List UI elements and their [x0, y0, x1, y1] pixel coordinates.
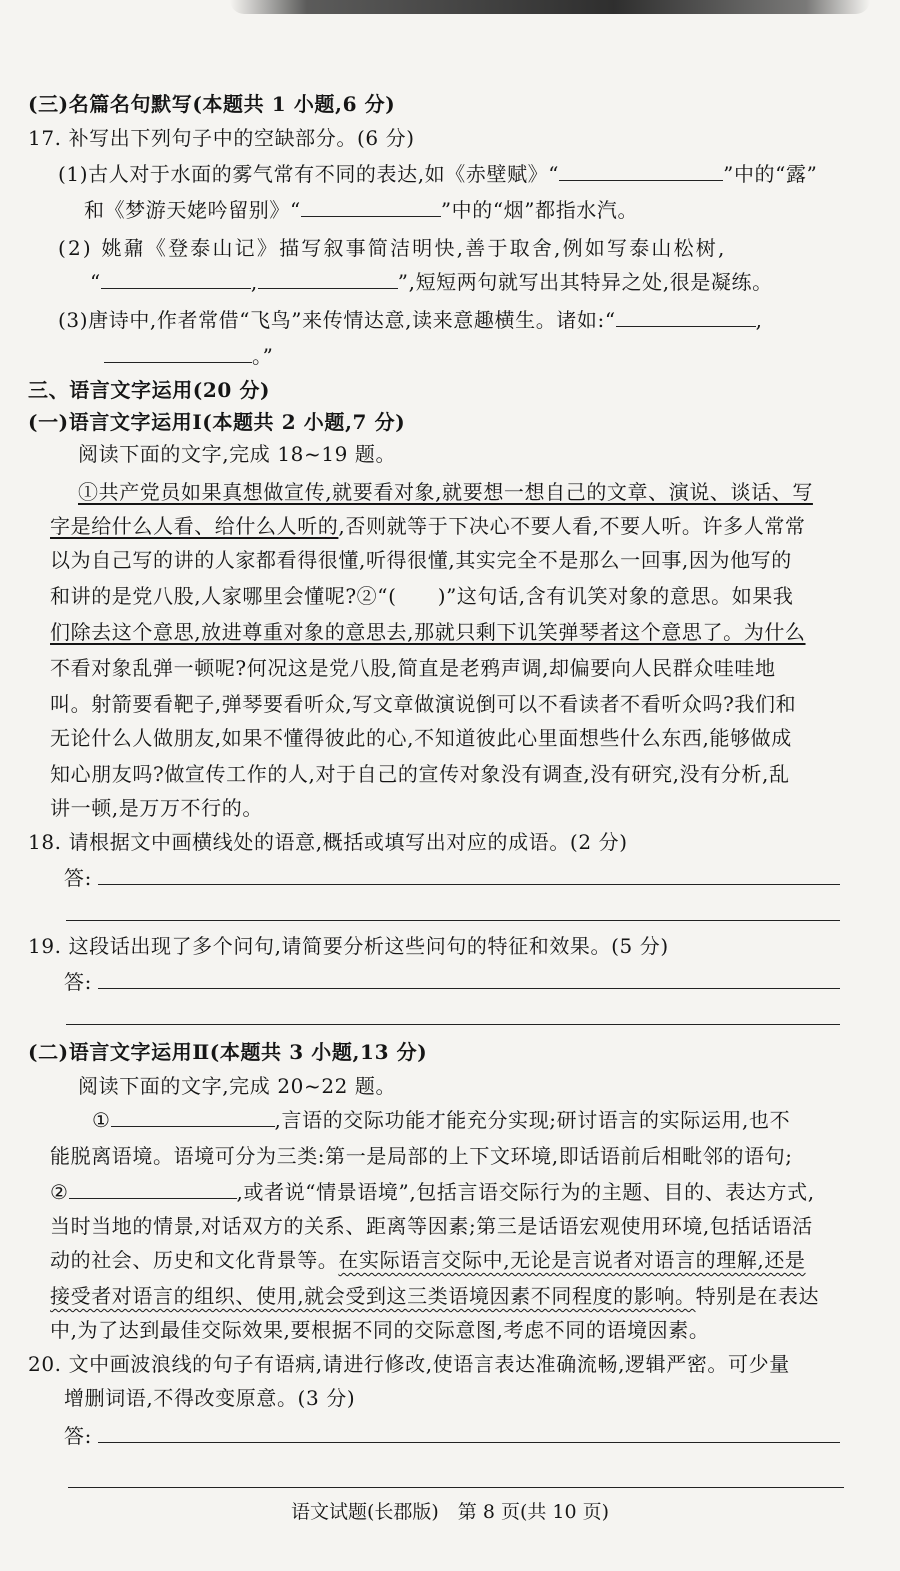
section-3-header: (三)名篇名句默写(本题共 1 小题,6 分): [28, 92, 396, 116]
q17-item-3-end: 。”: [252, 344, 274, 368]
q20-title-cont: 增删词语,不得改变原意。(3 分): [64, 1386, 356, 1410]
passage-2-wavy-sentence: 在实际语言交际中,无论是言说者对语言的理解,还是: [338, 1248, 806, 1272]
passage-2-blank-1[interactable]: [111, 1108, 275, 1127]
q19-answer-label: 答:: [64, 970, 92, 994]
q17-item-2-cont: [90, 270, 773, 294]
passage-2-line: 能脱离语境。语境可分为三类:第一是局部的上下文环境,即话语前后相毗邻的语句;: [50, 1144, 793, 1168]
q17-blank-3[interactable]: [101, 270, 251, 289]
passage-2-line: [50, 1284, 819, 1308]
passage-2-blank-2[interactable]: [69, 1180, 237, 1199]
q19-answer-line[interactable]: [66, 1024, 840, 1025]
passage-1-line: 知心朋友吗?做宣传工作的人,对于自己的宣传对象没有调查,没有研究,没有分析,乱: [50, 762, 790, 786]
q17-item-1-cont: [84, 198, 638, 222]
q18-answer-line[interactable]: [66, 920, 840, 921]
q17-item-1-cont-text: 和《梦游天姥吟留别》“: [84, 198, 301, 222]
q17-item-1: [58, 162, 817, 186]
passage-1-line: 讲一顿,是万万不行的。: [50, 796, 263, 820]
passage-1-line: 不看对象乱弹一顿呢?何况这是党八股,简直是老鸦声调,却偏要向人民群众哇哇地: [50, 656, 776, 680]
q17-item-1-text: (1)古人对于水面的雾气常有不同的表达,如《赤壁赋》“: [58, 162, 560, 186]
q19-answer-line[interactable]: [98, 988, 840, 989]
page-footer: 语文试题(长郡版) 第 8 页(共 10 页): [290, 1501, 610, 1523]
q17-item-1-cont-end: ”中的“烟”都指水汽。: [440, 198, 639, 222]
passage-2-line: [92, 1108, 790, 1132]
passage-2-line: [50, 1248, 806, 1272]
q17-item-3-cont: [104, 344, 273, 368]
footer-divider: [68, 1487, 844, 1488]
passage-1-line: 无论什么人做朋友,如果不懂得彼此的心,不知道彼此心里面想些什么东西,能够做成: [50, 726, 792, 750]
passage-2-text: 特别是在表达: [695, 1284, 820, 1308]
q17-blank-5[interactable]: [616, 308, 756, 327]
q17-item-3-text: (3)唐诗中,作者常借“飞鸟”来传情达意,读来意趣横生。诸如:“: [58, 308, 616, 332]
passage-1-line: ①共产党员如果真想做宣传,就要看对象,就要想一想自己的文章、演说、谈话、写: [78, 480, 813, 504]
passage-1-underlined: 字是给什么人看、给什么人听的: [50, 514, 339, 538]
q17-blank-6[interactable]: [104, 344, 252, 363]
passage-2-line: [50, 1180, 815, 1204]
q17-blank-4[interactable]: [258, 270, 398, 289]
passage-1-rest: ,否则就等于下决心不要人看,不要人听。许多人常常: [338, 514, 806, 538]
passage-2-line: 当时当地的情景,对话双方的关系、距离等因素;第三是话语宏观使用环境,包括话语活: [50, 1214, 813, 1238]
q17-item-3-comma: ,: [755, 308, 763, 332]
q17-item-2: (2) 姚鼐《登泰山记》描写叙事简洁明快,善于取舍,例如写泰山松树,: [58, 236, 727, 260]
passage-2-wavy-sentence: 接受者对语言的组织、使用,就会受到这三类语境因素不同程度的影响。: [50, 1284, 696, 1308]
passage-1-line: 以为自己写的讲的人家都看得很懂,听得很懂,其实完全不是那么一回事,因为他写的: [50, 548, 792, 572]
q17-item-2-comma: ,: [250, 270, 258, 294]
q17-title: 17. 补写出下列句子中的空缺部分。(6 分): [28, 126, 415, 150]
passage-1-intro: 阅读下面的文字,完成 18~19 题。: [78, 442, 397, 466]
passage-2-marker-1: ①: [92, 1108, 111, 1132]
passage-2-text: ,言语的交际功能才能充分实现;研讨语言的实际运用,也不: [274, 1108, 791, 1132]
subsection-2-header: (二)语言文字运用Ⅱ(本题共 3 小题,13 分): [28, 1040, 428, 1064]
passage-2-text: ,或者说“情景语境”,包括言语交际行为的主题、目的、表达方式,: [236, 1180, 815, 1204]
q20-title: 20. 文中画波浪线的句子有语病,请进行修改,使语言表达准确流畅,逻辑严密。可少量: [28, 1352, 790, 1376]
q20-answer-label: 答:: [64, 1424, 92, 1448]
q17-item-2-cont-end: ”,短短两句就写出其特异之处,很是凝练。: [397, 270, 773, 294]
q17-item-2-quote: “: [90, 270, 101, 294]
q20-answer-line[interactable]: [98, 1442, 840, 1443]
passage-1-line: 叫。射箭要看靶子,弹琴要看听众,写文章做演说倒可以不看读者不看听众吗?我们和: [50, 692, 797, 716]
q17-blank-1[interactable]: [559, 162, 723, 181]
q18-answer-label: 答:: [64, 866, 92, 890]
q17-item-3: [58, 308, 763, 332]
q19-title: 19. 这段话出现了多个问句,请简要分析这些问句的特征和效果。(5 分): [28, 934, 669, 958]
passage-2-marker-2: ②: [50, 1180, 69, 1204]
passage-1-line: [50, 514, 806, 538]
q17-blank-2[interactable]: [301, 198, 441, 217]
passage-2-intro: 阅读下面的文字,完成 20~22 题。: [78, 1074, 397, 1098]
q18-answer-line[interactable]: [98, 884, 840, 885]
part-3-title: 三、语言文字运用(20 分): [28, 378, 271, 402]
passage-2-line: 中,为了达到最佳交际效果,要根据不同的交际意图,考虑不同的语境因素。: [50, 1318, 710, 1342]
q17-item-1-text-end: ”中的“露”: [723, 162, 818, 186]
passage-2-text: 动的社会、历史和文化背景等。: [50, 1248, 339, 1272]
q18-title: 18. 请根据文中画横线处的语意,概括或填写出对应的成语。(2 分): [28, 830, 628, 854]
passage-1-line: 和讲的是党八股,人家哪里会懂呢?②“( )”这句话,含有讥笑对象的意思。如果我: [50, 584, 794, 608]
subsection-1-header: (一)语言文字运用Ⅰ(本题共 2 小题,7 分): [28, 410, 406, 434]
passage-1-line: 们除去这个意思,放进尊重对象的意思去,那就只剩下讥笑弹琴者这个意思了。为什么: [50, 620, 806, 644]
